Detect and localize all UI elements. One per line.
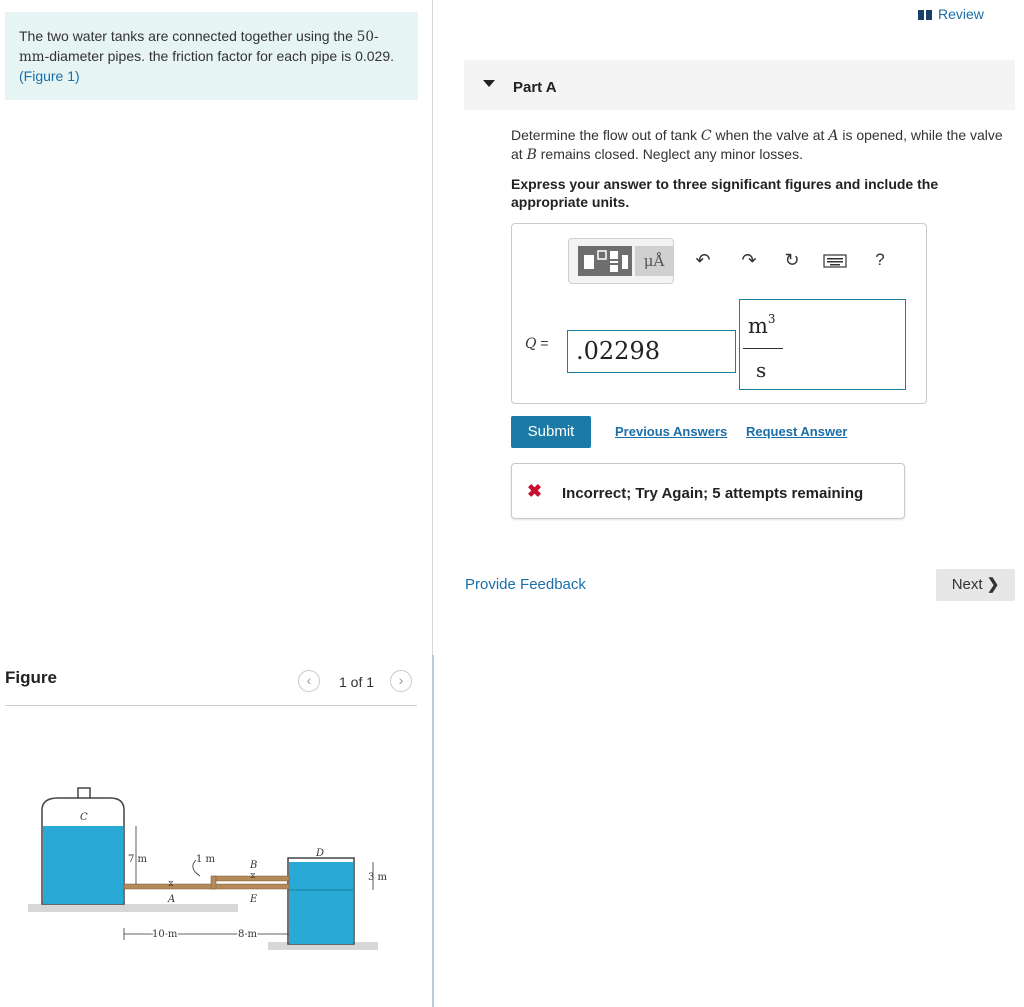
keyboard-icon[interactable] — [823, 252, 847, 273]
previous-answers-link[interactable]: Previous Answers — [615, 424, 728, 439]
problem-text-before: The two water tanks are connected together using the — [19, 28, 353, 44]
valve-a-label: A — [168, 894, 176, 905]
point-e-label: E — [250, 894, 258, 905]
redo-icon[interactable]: ↷ — [741, 250, 757, 270]
question-tank: C — [700, 128, 712, 144]
column-divider-lower — [432, 655, 434, 1007]
dim-8m-label: 8 m — [238, 929, 258, 940]
answer-variable-label — [525, 335, 549, 352]
column-divider — [432, 0, 433, 655]
pipe-riser — [211, 876, 216, 889]
submit-button[interactable]: Submit — [511, 416, 591, 448]
valve-b-label: B — [250, 860, 258, 871]
collapse-caret-icon[interactable] — [483, 80, 495, 87]
unit-m: m — [748, 314, 768, 338]
next-button[interactable] — [936, 569, 1015, 601]
review-link[interactable] — [918, 6, 984, 22]
review-label: Review — [938, 6, 984, 22]
ground-left — [28, 904, 238, 912]
dim-10m-label: 10 m — [152, 929, 178, 940]
unit-denominator: s — [756, 358, 767, 382]
question-valve-a: A — [828, 128, 839, 144]
feedback-message: Incorrect; Try Again; 5 attempts remaining — [562, 485, 864, 502]
question-text — [511, 126, 1016, 164]
units-button[interactable]: μÅ — [635, 246, 673, 276]
question-part-2: when the valve at — [711, 127, 829, 143]
figure-divider — [5, 705, 417, 706]
prev-figure-button[interactable]: ‹ — [298, 670, 320, 692]
templates-icon — [578, 246, 632, 276]
dim-3m-label: 3 m — [368, 872, 388, 883]
dim-7m-label: 7 m — [128, 854, 148, 865]
incorrect-icon: ✖ — [527, 481, 543, 501]
figure-diagram — [28, 780, 408, 960]
tank-d-water — [289, 862, 353, 944]
reset-icon[interactable]: ↻ — [784, 250, 800, 270]
unit-fraction-bar — [743, 348, 783, 349]
next-figure-button[interactable]: › — [390, 670, 412, 692]
templates-button[interactable] — [578, 246, 632, 276]
help-icon[interactable]: ? — [875, 250, 885, 269]
problem-text-after: -diameter pipes. the friction factor for each pipe is 0.029. — [44, 48, 395, 64]
pipe-size: 50-mm — [19, 29, 379, 65]
tank-c-water — [43, 826, 123, 904]
part-label: Part A — [513, 79, 557, 96]
tank-d-label: D — [316, 848, 325, 859]
question-part-4: remains closed. Neglect any minor losses. — [536, 146, 803, 162]
valve-b-symbol: ⧖ — [250, 871, 256, 880]
question-part-3: is opened, while the valve at — [511, 127, 1003, 162]
question-valve-b: B — [526, 147, 537, 163]
next-label: Next — [951, 576, 983, 593]
figure-title: Figure — [5, 668, 57, 687]
dim-1m-label: 1 m — [196, 854, 216, 865]
figure-link[interactable]: (Figure 1) — [19, 68, 80, 84]
unit-exponent: 3 — [767, 312, 776, 326]
undo-icon[interactable]: ↶ — [695, 250, 711, 270]
valve-a-symbol: ⧖ — [168, 879, 174, 888]
pipe-lower — [124, 884, 289, 889]
question-part-1: Determine the flow out of tank — [511, 127, 701, 143]
answer-equals: = — [540, 335, 549, 351]
provide-feedback-link[interactable]: Provide Feedback — [465, 576, 586, 593]
answer-value-input[interactable]: .02298 — [567, 330, 736, 373]
chevron-right-icon: ❯ — [986, 576, 1000, 593]
request-answer-link[interactable]: Request Answer — [746, 424, 848, 439]
instruction-text: Express your answer to three significant figures and include the appropriate units. — [511, 176, 939, 210]
book-icon — [918, 10, 932, 20]
answer-variable: Q — [525, 336, 537, 352]
tank-c-vent — [78, 788, 90, 798]
unit-numerator — [748, 312, 776, 338]
problem-statement — [5, 12, 418, 100]
tank-c-label: C — [80, 812, 88, 823]
figure-pager-text: 1 of 1 — [339, 674, 375, 690]
